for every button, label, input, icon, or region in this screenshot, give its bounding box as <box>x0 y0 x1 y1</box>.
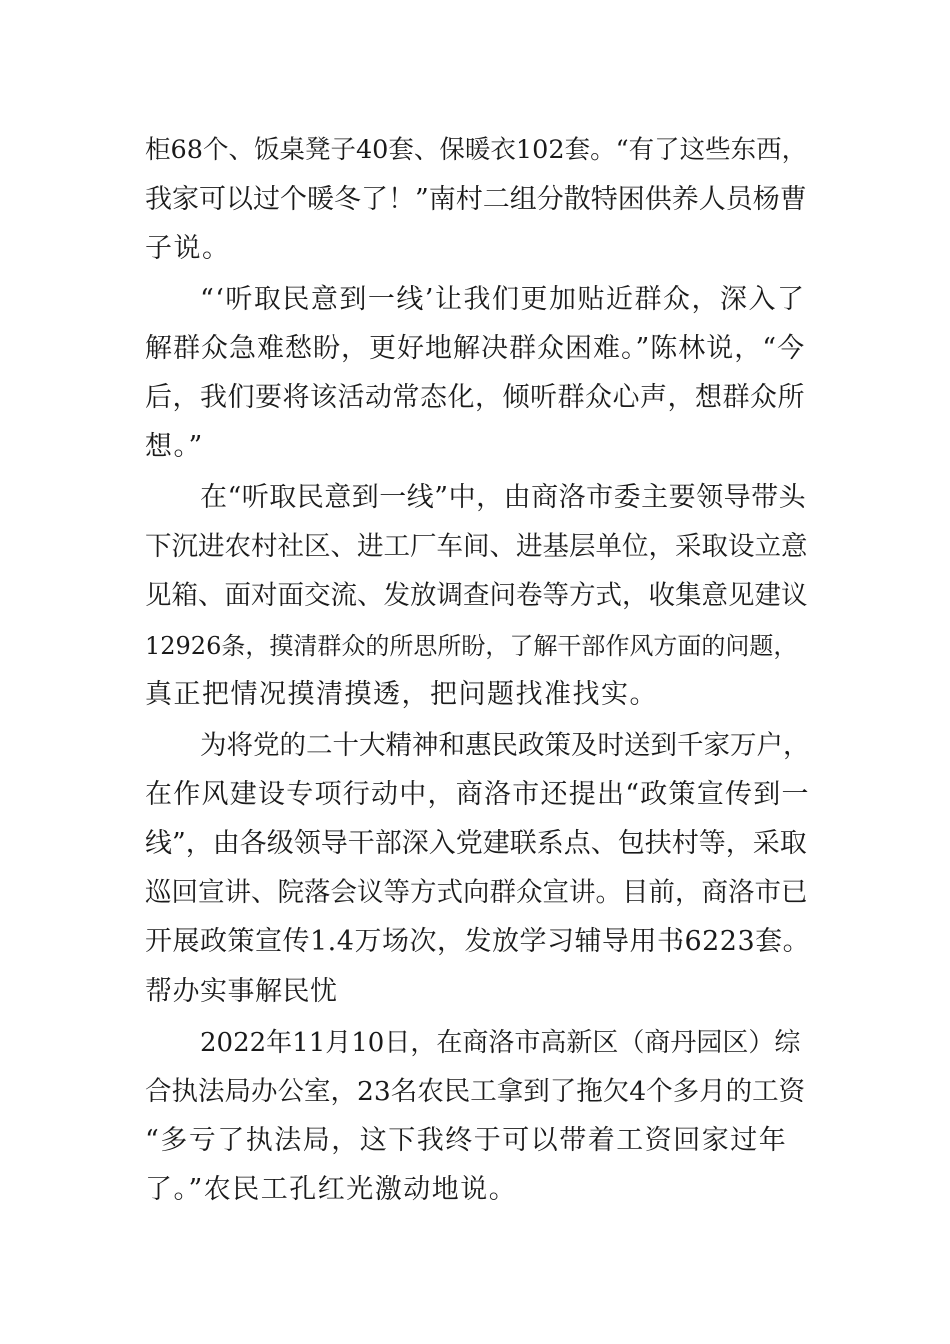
text-line-21: “多亏了执法局，这下我终于可以带着工资回家过年 <box>145 1125 788 1156</box>
section-heading: 帮办实事解民忧 <box>145 976 338 1007</box>
text-line-22: 了。”农民工孔红光激动地说。 <box>145 1174 518 1205</box>
text-line-13: 为将党的二十大精神和惠民政策及时送到千家万户， <box>200 730 810 761</box>
text-line-9: 下沉进农村社区、进工厂车间、进基层单位，采取设立意 <box>145 531 808 562</box>
text-line-6: 后，我们要将该活动常态化，倾听群众心声，想群众所 <box>145 382 805 413</box>
text-line-10: 见箱、面对面交流、发放调查问卷等方式，收集意见建议 <box>145 580 808 611</box>
text-line-12: 真正把情况摸清摸透，把问题找准找实。 <box>145 679 658 710</box>
text-line-2: 我家可以过个暖冬了！”南村二组分散特困供养人员杨曹 <box>145 184 807 215</box>
text-line-5: 解群众急难愁盼，更好地解决群众困难。”陈林说，“今 <box>145 333 806 364</box>
text-line-17: 开展政策宣传1.4万场次，发放学习辅导用书6223套。 <box>145 926 811 957</box>
text-line-14: 在作风建设专项行动中，商洛市还提出“政策宣传到一 <box>145 779 810 810</box>
text-line-15: 线”，由各级领导干部深入党建联系点、包扶村等，采取 <box>145 828 807 859</box>
text-line-11: 12926条，摸清群众的所思所盼，了解干部作风方面的问题， <box>145 632 798 660</box>
text-line-8: 在“听取民意到一线”中，由商洛市委主要领导带头 <box>200 482 807 513</box>
text-line-1: 柜68个、饭桌凳子40套、保暖衣102套。“有了这些东西， <box>145 135 808 165</box>
text-line-7: 想。” <box>145 431 204 462</box>
text-line-3: 子说。 <box>145 233 231 264</box>
text-line-20: 合执法局办公室，23名农民工拿到了拖欠4个多月的工资 <box>145 1076 806 1107</box>
text-line-16: 巡回宣讲、院落会议等方式向群众宣讲。目前，商洛市已 <box>145 877 808 908</box>
text-line-19: 2022年11月10日，在商洛市高新区（商丹园区）综 <box>200 1028 801 1058</box>
text-line-4: “‘听取民意到一线’让我们更加贴近群众，深入了 <box>200 284 806 315</box>
